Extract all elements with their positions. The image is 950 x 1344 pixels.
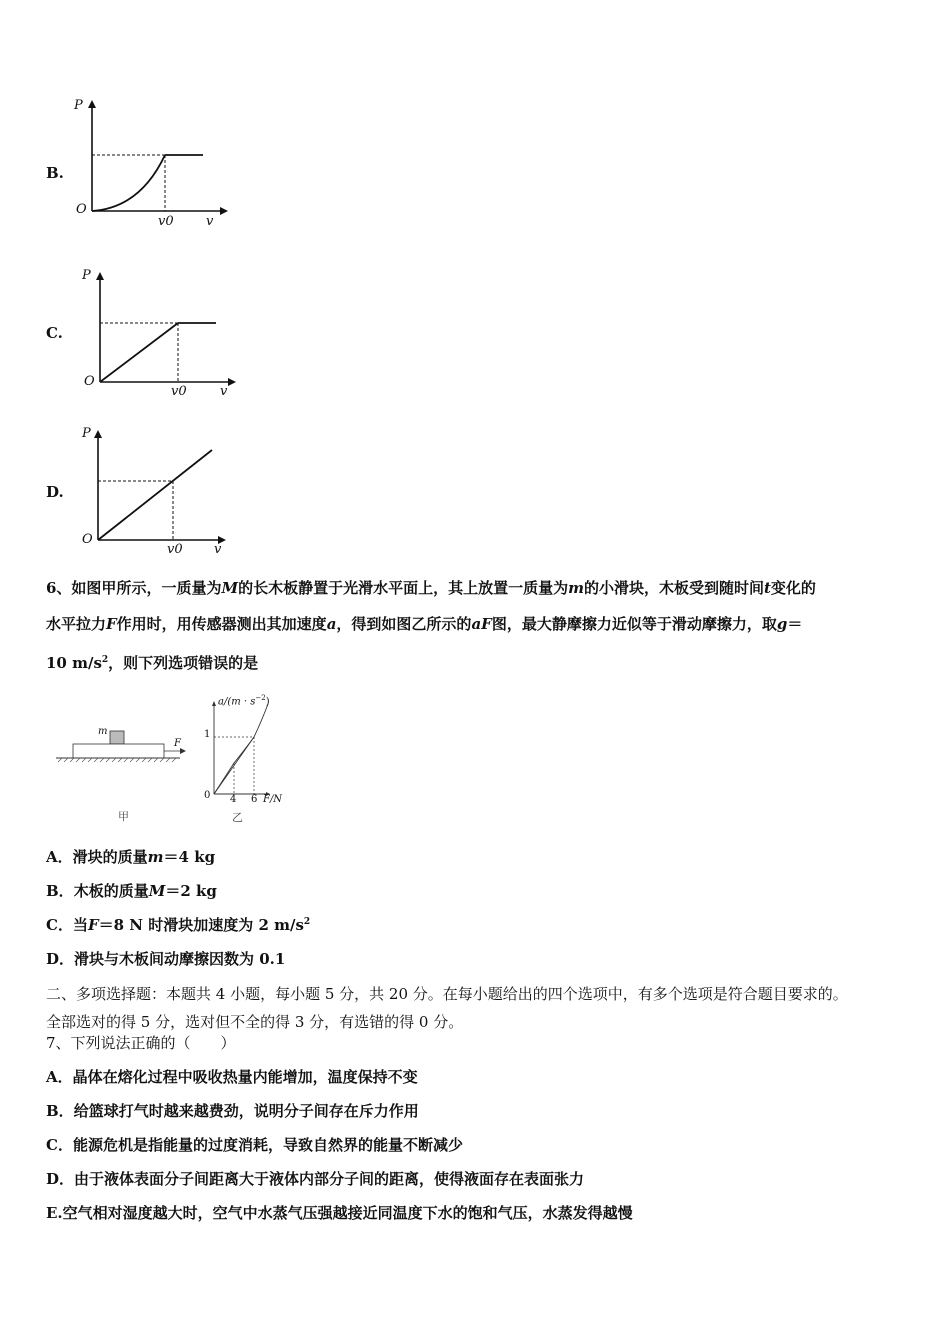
graph-b-tick: v0: [158, 214, 174, 229]
q6-option-var: M: [148, 882, 166, 900]
q6-text: ，得到如图乙所示的: [336, 615, 472, 633]
figure-yi-tick-x1: 4: [230, 794, 237, 805]
graph-c-origin: O: [84, 374, 95, 389]
figure-yi: [200, 690, 310, 830]
q6-text: 的长木板静置于光滑水平面上，其上放置一质量为: [238, 579, 569, 597]
q6-option-text: ＝2 kg: [165, 882, 217, 900]
q6-text: 作用时，用传感器测出其加速度: [116, 615, 327, 633]
q6-option-text: ＝4 kg: [163, 848, 216, 866]
figure-jia: [56, 722, 196, 832]
q7-option-e: [46, 1202, 633, 1223]
q6-var-m: m: [568, 579, 584, 597]
q6-text: 水平拉力: [46, 615, 107, 633]
q6-option-text: 滑块与木板间动摩擦因数为 0.1: [74, 950, 286, 968]
graph-c: [78, 266, 238, 405]
graph-b-curve: [92, 155, 165, 211]
figure-jia-f-label: F: [174, 738, 181, 749]
section-2-line-1: 二、多项选择题：本题共 4 小题，每小题 5 分，共 20 分。在每小题给出的四个选项中，有多个选项是符合题目要求的。: [46, 985, 848, 1003]
q7-stem: 7、下列说法正确的（ ）: [46, 1034, 236, 1052]
q7-option-text: 给篮球打气时越来越费劲，说明分子间存在斥力作用: [73, 1102, 419, 1120]
q7-option-a: [46, 1066, 418, 1087]
q6-stem: [46, 570, 916, 681]
graph-b-x-label: v: [206, 214, 214, 229]
graph-c-y-label: P: [82, 268, 91, 283]
q6-option-key: A．: [46, 848, 73, 866]
q6-option-var: F: [87, 916, 99, 934]
graph-d-tick: v0: [167, 542, 183, 557]
q6-option-key: C．: [46, 916, 73, 934]
q6-text: 6、如图甲所示，一质量为: [46, 579, 222, 597]
long-board: [73, 744, 164, 758]
q6-text: 变化的: [770, 579, 816, 597]
q6-option-key: D．: [46, 950, 75, 968]
option-c-label: C.: [46, 324, 63, 342]
figure-yi-y-label: [218, 694, 270, 707]
figure-yi-origin: 0: [204, 790, 211, 801]
figure-jia-m-label: m: [98, 726, 108, 737]
figure-yi-svg: [200, 690, 310, 810]
slider-block: [110, 731, 124, 744]
figure-yi-y-sup: −2: [255, 694, 266, 702]
graph-d-x-label: v: [214, 542, 222, 557]
q6-option-sup: 2: [303, 917, 311, 927]
q6-option-a: [46, 846, 215, 867]
q6-option-d: [46, 948, 285, 969]
option-d-label: D.: [46, 483, 64, 501]
q6-option-c: [46, 914, 310, 935]
q7-option-key: B．: [46, 1102, 74, 1120]
graph-b-svg: [70, 98, 230, 233]
figure-yi-caption: 乙: [232, 811, 243, 824]
q6-text: ，则下列选项错误的是: [108, 654, 259, 672]
figure-yi-tick-y: 1: [204, 729, 211, 740]
q7-option-key: D．: [46, 1170, 75, 1188]
q6-option-text: 木板的质量: [73, 882, 149, 900]
option-b-label: B.: [46, 164, 64, 182]
graph-b-y-label: P: [74, 98, 83, 113]
figure-yi-tick-x2: 6: [251, 794, 258, 805]
q6-option-b: [46, 880, 217, 901]
section-2-heading: [46, 980, 916, 1036]
section-2-line-2: 全部选对的得 5 分，选对但不全的得 3 分，有选错的得 0 分。: [46, 1013, 464, 1031]
q7-option-key: C．: [46, 1136, 73, 1154]
q7-option-text: 空气相对湿度越大时，空气中水蒸气压强越接近同温度下水的饱和气压，水蒸发得越慢: [62, 1204, 633, 1222]
q6-var-t: t: [763, 579, 771, 597]
graph-d: [78, 424, 238, 563]
q7-option-d: [46, 1168, 584, 1189]
graph-b-origin: O: [76, 202, 87, 217]
q7-option-text: 晶体在熔化过程中吸收热量内能增加，温度保持不变: [72, 1068, 418, 1086]
q6-option-var: m: [147, 848, 164, 866]
q6-text: ＝: [787, 615, 803, 633]
q6-text: 10 m/s: [46, 654, 102, 672]
figure-yi-y-label-text: a/(m · s: [218, 696, 256, 708]
q6-var-F: F: [106, 615, 117, 633]
q6-option-text: 当: [72, 916, 88, 934]
q6-option-key: B．: [46, 882, 74, 900]
q7-option-text: 由于液体表面分子间距离大于液体内部分子间的距离，使得液面存在表面张力: [74, 1170, 585, 1188]
q6-sup: 2: [101, 655, 109, 665]
q7-option-key: A．: [46, 1068, 73, 1086]
figure-yi-y-close: ): [265, 696, 270, 708]
figure-yi-x-label: F/N: [263, 794, 283, 805]
graph-c-svg: [78, 266, 238, 401]
graph-c-x-label: v: [220, 384, 228, 399]
q7-option-b: [46, 1100, 419, 1121]
q6-option-text: ＝8 N 时滑块加速度为 2 m/s: [98, 916, 304, 934]
q6-option-text: 滑块的质量: [72, 848, 148, 866]
graph-d-svg: [78, 424, 238, 559]
figure-jia-caption: 甲: [118, 810, 129, 823]
graph-yi-curve: [214, 704, 268, 794]
q6-var-aF: aF: [471, 615, 492, 633]
q6-text: 的小滑块，木板受到随时间: [583, 579, 764, 597]
q6-text: 图，最大静摩擦力近似等于滑动摩擦力，取: [491, 615, 777, 633]
q7-option-text: 能源危机是指能量的过度消耗，导致自然界的能量不断减少: [72, 1136, 463, 1154]
q6-var-g: g: [776, 615, 788, 633]
q7-option-key: E.: [46, 1204, 63, 1222]
q6-var-a: a: [326, 615, 337, 633]
q6-var-M: M: [221, 579, 239, 597]
graph-c-tick: v0: [171, 384, 187, 399]
graph-d-origin: O: [82, 532, 93, 547]
q7-option-c: [46, 1134, 463, 1155]
graph-b: [70, 98, 230, 237]
graph-d-y-label: P: [82, 426, 91, 441]
